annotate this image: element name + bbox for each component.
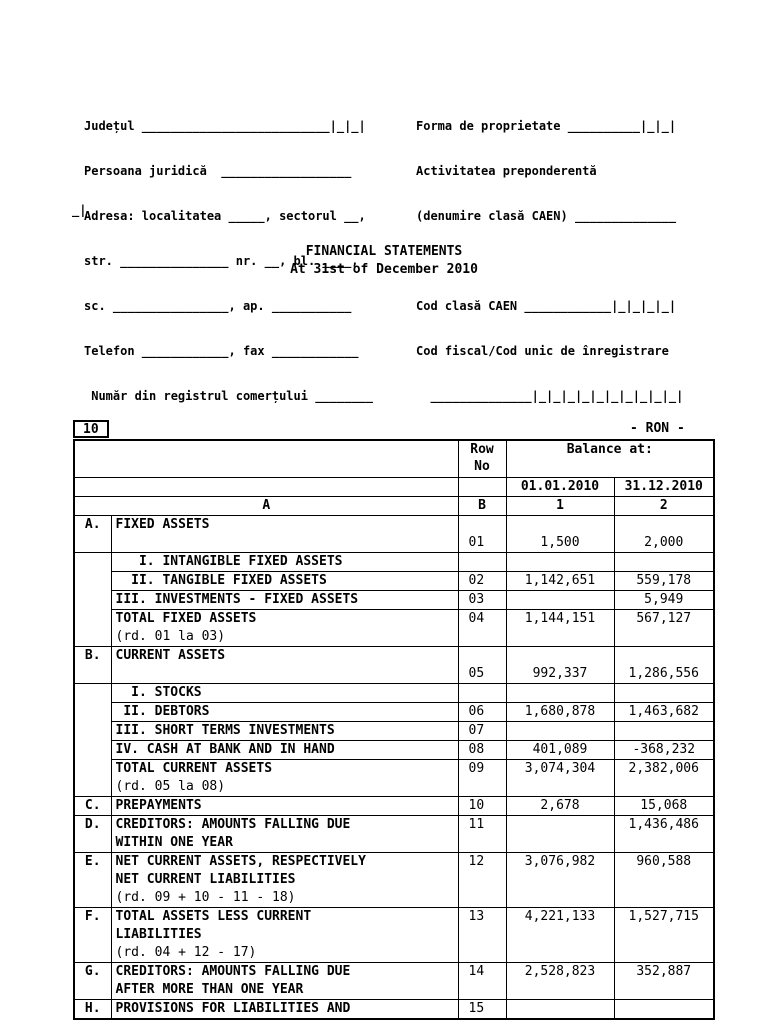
value-2010-end: 5,949 [614, 591, 714, 610]
row-letter: B. [74, 647, 111, 684]
table-row [74, 853, 714, 908]
table-dates-row [74, 478, 714, 497]
row-label: FIXED ASSETS [115, 517, 210, 532]
row-label-cell [111, 797, 458, 816]
value-2010-start [506, 722, 614, 741]
header-cod-fiscal-boxes: ______________|_|_|_|_|_|_|_|_|_|_| [416, 389, 684, 403]
balance-at-header: Balance at: [506, 440, 714, 478]
row-label: PREPAYMENTS [115, 798, 202, 813]
row-letter: C. [74, 797, 111, 816]
header-telefon-line: Telefon ____________, fax ____________ [84, 344, 359, 358]
row-label-cell [111, 853, 458, 908]
row-label-line-2: AFTER MORE THAN ONE YEAR [115, 982, 304, 997]
row-label: III. SHORT TERMS INVESTMENTS [115, 723, 335, 738]
row-label: IV. CASH AT BANK AND IN HAND [115, 742, 335, 757]
row-label-cell [111, 684, 458, 703]
row-label-cell [111, 741, 458, 760]
row-number: 09 [458, 760, 506, 797]
row-formula: (rd. 05 la 08) [115, 779, 226, 794]
table-row [74, 760, 714, 797]
row-letter: F. [74, 908, 111, 963]
row-label-line-2: NET CURRENT LIABILITIES [115, 872, 296, 887]
row-letter: G. [74, 963, 111, 1000]
row-label-cell [111, 722, 458, 741]
header-denumire-line: (denumire clasă CAEN) ______________ [416, 209, 677, 223]
row-letter: D. [74, 816, 111, 853]
row-label-cell [111, 553, 458, 572]
row-label-cell [111, 760, 458, 797]
financial-statement-table [73, 439, 715, 1020]
value-2010-end: 960,588 [614, 853, 714, 908]
table-column-letters-row [74, 497, 714, 516]
row-number: 11 [458, 816, 506, 853]
value-2010-start: 1,500 [506, 516, 614, 553]
header-cod-caen-line: Cod clasă CAEN ____________|_|_|_|_| [416, 299, 677, 313]
value-2010-end: 559,178 [614, 572, 714, 591]
row-label-cell [111, 703, 458, 722]
row-number [458, 684, 506, 703]
value-2010-end: 1,286,556 [614, 647, 714, 684]
value-2010-start [506, 553, 614, 572]
value-2010-start [506, 684, 614, 703]
value-2010-start: 3,074,304 [506, 760, 614, 797]
header-persoana-line: Persoana juridică __________________ [84, 164, 352, 178]
row-number: 13 [458, 908, 506, 963]
table-row [74, 610, 714, 647]
row-formula: (rd. 09 + 10 - 11 - 18) [115, 890, 296, 905]
row-label-cell [111, 516, 458, 553]
value-2010-end: 352,887 [614, 963, 714, 1000]
header-cod-fiscal-line: Cod fiscal/Cod unic de înregistrare [416, 344, 669, 358]
value-2010-end: 2,382,006 [614, 760, 714, 797]
row-label: PROVISIONS FOR LIABILITIES AND [115, 1001, 351, 1016]
row-label-cell [111, 591, 458, 610]
row-label: I. INTANGIBLE FIXED ASSETS [115, 554, 343, 569]
header-activitatea-line: Activitatea preponderentă [416, 164, 597, 178]
table-row [74, 1000, 714, 1020]
table-row [74, 797, 714, 816]
row-formula: (rd. 04 + 12 - 17) [115, 945, 257, 960]
header-strada-line: str. _______________ nr. __, bl. ____, [84, 254, 359, 268]
column-b-header: B [458, 497, 506, 516]
row-label: II. DEBTORS [115, 704, 210, 719]
value-2010-start: 3,076,982 [506, 853, 614, 908]
value-2010-end: 15,068 [614, 797, 714, 816]
row-number: 01 [458, 516, 506, 553]
value-2010-start: 992,337 [506, 647, 614, 684]
row-letter [74, 684, 111, 797]
table-row [74, 516, 714, 553]
row-label: CURRENT ASSETS [115, 648, 226, 663]
value-2010-start: 1,142,651 [506, 572, 614, 591]
value-2010-start: 2,528,823 [506, 963, 614, 1000]
value-2010-start [506, 1000, 614, 1020]
value-2010-end: 1,436,486 [614, 816, 714, 853]
table-row [74, 572, 714, 591]
table-row [74, 963, 714, 1000]
document-title: FINANCIAL STATEMENTS [305, 244, 463, 259]
form-number-box: 10 [73, 420, 109, 438]
value-2010-start: 4,221,133 [506, 908, 614, 963]
row-label: CREDITORS: AMOUNTS FALLING DUE [115, 817, 351, 832]
row-number: 03 [458, 591, 506, 610]
column-2-header: 2 [614, 497, 714, 516]
row-label-line-2: LIABILITIES [115, 927, 202, 942]
value-2010-end: 567,127 [614, 610, 714, 647]
value-2010-start [506, 816, 614, 853]
row-label: TOTAL FIXED ASSETS [115, 611, 257, 626]
row-label: CREDITORS: AMOUNTS FALLING DUE [115, 964, 351, 979]
value-2010-start [506, 591, 614, 610]
row-number [458, 553, 506, 572]
row-number: 06 [458, 703, 506, 722]
row-letter: H. [74, 1000, 111, 1020]
row-label: TOTAL ASSETS LESS CURRENT [115, 909, 312, 924]
header-orphan-line: _| [72, 203, 87, 217]
row-number: 04 [458, 610, 506, 647]
table-row [74, 553, 714, 572]
row-label-cell [111, 1000, 458, 1020]
header-adresa-line: Adresa: localitatea _____, sectorul __, [84, 209, 366, 223]
row-number: 05 [458, 647, 506, 684]
value-2010-end [614, 684, 714, 703]
value-2010-start: 1,144,151 [506, 610, 614, 647]
table-row [74, 722, 714, 741]
currency-label: - RON - [630, 421, 685, 436]
value-2010-end [614, 722, 714, 741]
row-label: III. INVESTMENTS - FIXED ASSETS [115, 592, 359, 607]
value-2010-end [614, 1000, 714, 1020]
row-label: TOTAL CURRENT ASSETS [115, 761, 273, 776]
row-label-cell [111, 963, 458, 1000]
document-date: At 31st of December 2010 [290, 262, 478, 277]
value-2010-start: 1,680,878 [506, 703, 614, 722]
date-1-header: 01.01.2010 [506, 478, 614, 497]
value-2010-start: 401,089 [506, 741, 614, 760]
row-number: 12 [458, 853, 506, 908]
row-number: 08 [458, 741, 506, 760]
row-number: 02 [458, 572, 506, 591]
header-forma-line: Forma de proprietate __________|_|_| [416, 119, 677, 133]
row-number: 10 [458, 797, 506, 816]
row-no-header: Row No [458, 440, 506, 478]
row-label: II. TANGIBLE FIXED ASSETS [115, 573, 327, 588]
value-2010-end: -368,232 [614, 741, 714, 760]
row-label-cell [111, 572, 458, 591]
row-label: I. STOCKS [115, 685, 202, 700]
table-row [74, 908, 714, 963]
row-number: 07 [458, 722, 506, 741]
table-row [74, 591, 714, 610]
row-label-cell [111, 816, 458, 853]
table-row [74, 816, 714, 853]
date-2-header: 31.12.2010 [614, 478, 714, 497]
value-2010-end: 1,463,682 [614, 703, 714, 722]
row-letter: A. [74, 516, 111, 553]
value-2010-end: 2,000 [614, 516, 714, 553]
row-number: 14 [458, 963, 506, 1000]
table-row [74, 684, 714, 703]
row-formula: (rd. 01 la 03) [115, 629, 226, 644]
row-letter: E. [74, 853, 111, 908]
table-row [74, 647, 714, 684]
column-1-header: 1 [506, 497, 614, 516]
header-registru-line: Număr din registrul comerțului ________ [84, 389, 373, 403]
row-label-cell [111, 647, 458, 684]
row-label-cell [111, 610, 458, 647]
row-label-cell [111, 908, 458, 963]
row-label: NET CURRENT ASSETS, RESPECTIVELY [115, 854, 366, 869]
row-number: 15 [458, 1000, 506, 1020]
column-a-header: A [74, 497, 458, 516]
table-row [74, 741, 714, 760]
header-judet-line: Județul __________________________|_|_| [84, 119, 366, 133]
value-2010-start: 2,678 [506, 797, 614, 816]
row-label-line-2: WITHIN ONE YEAR [115, 835, 233, 850]
header-scara-line: sc. ________________, ap. ___________ [84, 299, 352, 313]
value-2010-end [614, 553, 714, 572]
table-row [74, 703, 714, 722]
value-2010-end: 1,527,715 [614, 908, 714, 963]
row-letter [74, 553, 111, 647]
table-header-row [74, 440, 714, 478]
